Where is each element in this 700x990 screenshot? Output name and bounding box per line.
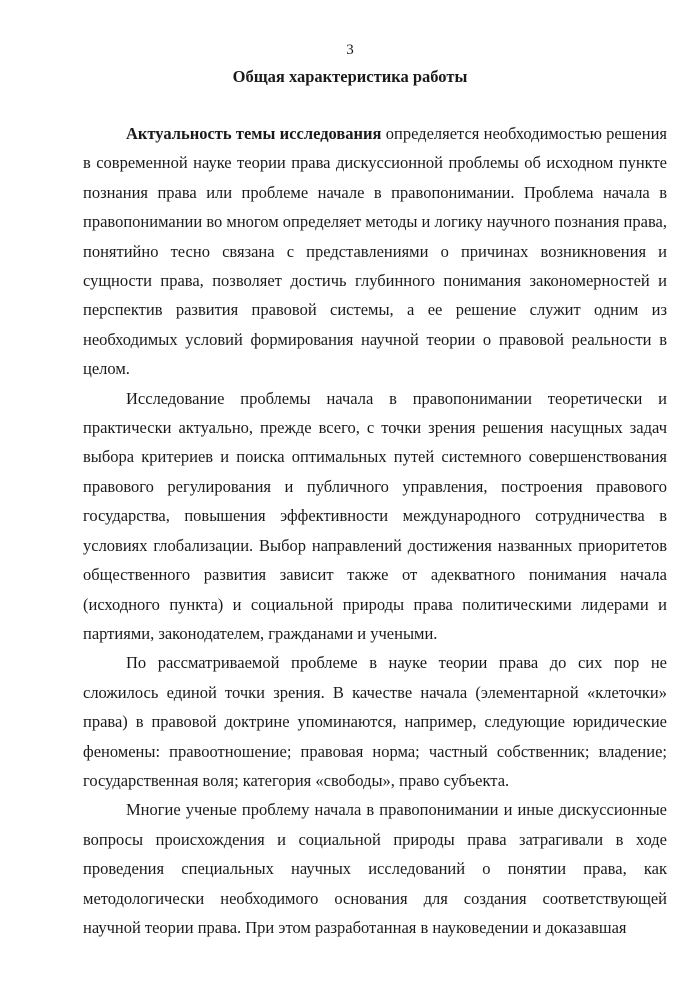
paragraph-text: Многие ученые проблему начала в правопонимании и иные дискуссионные вопросы происхождения и социальной природы права затрагивали в ходе проведения специальных научных исследований о понятии права, как методологически необходимого основания для создания соответствующей научной теории права. При этом разработанная в науковедении и доказавшая — [83, 800, 667, 937]
paragraph-practical-relevance — [83, 384, 667, 649]
paragraph-lead: Актуальность темы исследования — [126, 124, 382, 143]
paragraph-relevance — [83, 119, 667, 384]
paragraph-text: определяется необходимостью решения в современной науке теории права дискуссионной проблемы об исходном пункте познания права или проблеме начале в правопонимании. Проблема начала в правопонимании во многом определяет методы и логику научного познания права, понятийно тесно связана с представлениями о причинах возникновения и сущности права, позволяет достичь глубинного понимания закономерностей и перспектив развития правовой системы, а ее решение служит одним из необходимых условий формирования научной теории о правовой реальности в целом. — [83, 124, 667, 379]
paragraph-text: Исследование проблемы начала в правопонимании теоретически и практически актуально, прежде всего, с точки зрения решения насущных задач выбора критериев и поиска оптимальных путей системного совершенствования правового регулирования и публичного управления, построения правового государства, повышения эффективности международного сотрудничества в условиях глобализации. Выбор направлений достижения названных приоритетов общественного развития зависит также от адекватного понимания начала (исходного пункта) и социальной природы права политическими лидерами и партиями, законодателем, гражданами и учеными. — [83, 388, 667, 643]
page-number: 3 — [346, 42, 354, 58]
paragraph-viewpoints — [83, 648, 667, 795]
paragraph-research — [83, 795, 667, 942]
paragraph-text: По рассматриваемой проблеме в науке теории права до сих пор не сложилось единой точки зрения. В качестве начала (элементарной «клеточки» права) в правовой доктрине упоминаются, например, следующие юридические феномены: правоотношение; правовая норма; частный собственник; владение; государственная воля; категория «свободы», право субъекта. — [83, 653, 667, 790]
section-heading: Общая характеристика работы — [232, 67, 468, 86]
body-text — [83, 119, 667, 942]
